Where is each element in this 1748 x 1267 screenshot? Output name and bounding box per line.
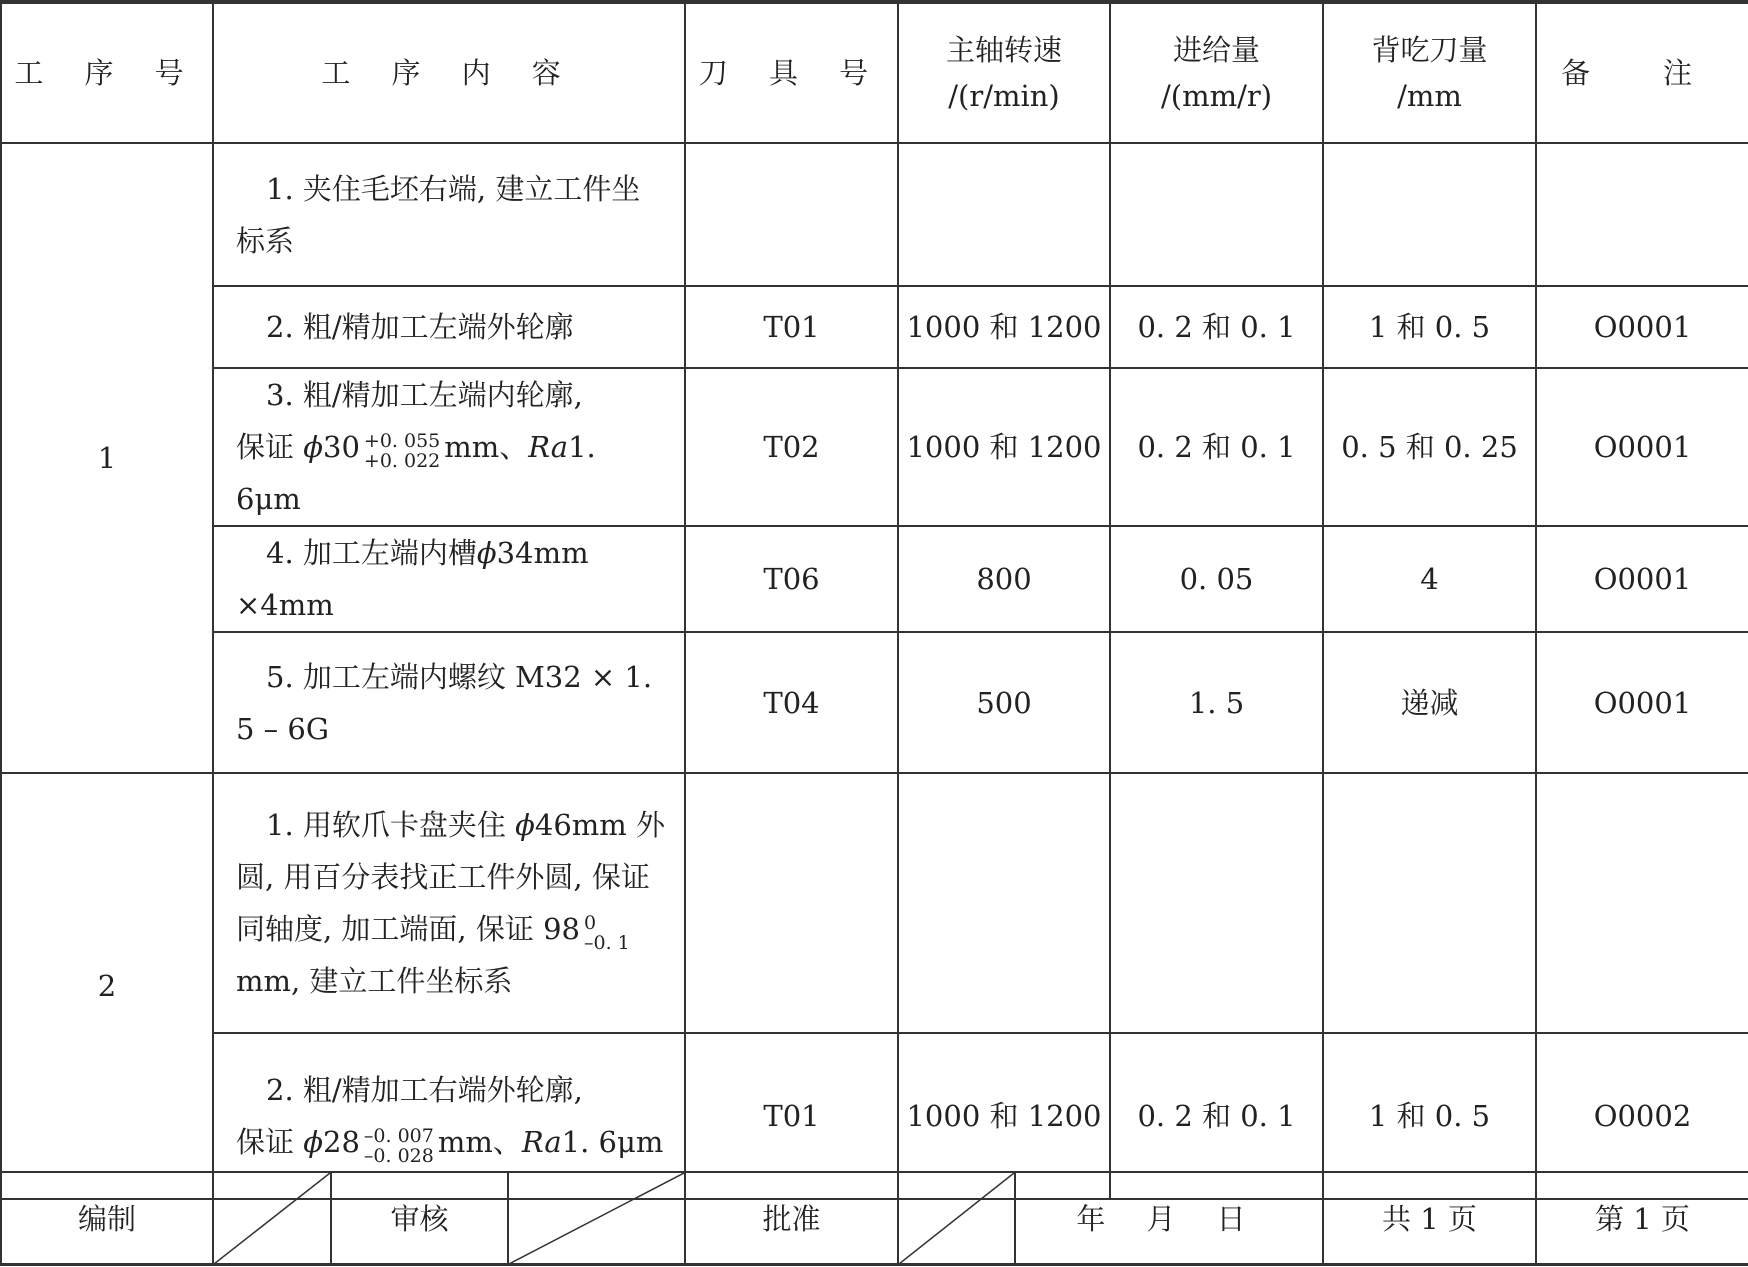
step-tool: T04 xyxy=(685,632,898,773)
header-spindle: 主轴转速 /(r/min) xyxy=(898,3,1110,143)
signoff-row xyxy=(1,1172,1748,1265)
step-tool: T01 xyxy=(685,286,898,368)
table-row xyxy=(1,773,1748,1033)
date-label: 年 月 日 xyxy=(1015,1172,1323,1265)
step-remark: O0001 xyxy=(1536,368,1748,526)
step-content: 5. 加工左端内螺纹 M32 × 1. 5 – 6G xyxy=(213,632,685,773)
step-depth: 4 xyxy=(1323,526,1536,632)
step-tool xyxy=(685,143,898,286)
table-row xyxy=(1,368,1748,526)
step-spindle: 800 xyxy=(898,526,1110,632)
process-card-table xyxy=(0,2,1748,1200)
table-row xyxy=(1,286,1748,368)
table-row xyxy=(1,526,1748,632)
step-spindle: 1000 和 1200 xyxy=(898,368,1110,526)
header-tool-no: 刀 具 号 xyxy=(685,3,898,143)
total-pages: 共 1 页 xyxy=(1323,1172,1536,1265)
table-row xyxy=(1,143,1748,286)
header-feed: 进给量 /(mm/r) xyxy=(1110,3,1323,143)
step-content: 1. 用软爪卡盘夹住 ϕ46mm 外圆, 用百分表找正工件外圆, 保证同轴度, 加工端面, 保证 98 0 –0. 1 mm, 建立工件坐标系 xyxy=(213,773,685,1033)
tolerance: 0 –0. 1 xyxy=(584,912,630,954)
step-spindle: 1000 和 1200 xyxy=(898,1033,1110,1199)
prepared-label: 编制 xyxy=(1,1172,213,1265)
step-tool: T06 xyxy=(685,526,898,632)
step-depth xyxy=(1323,773,1536,1033)
step-tool: T01 xyxy=(685,1033,898,1199)
table-row xyxy=(1,632,1748,773)
bottom-border-line xyxy=(0,1263,1748,1266)
process-number: 1 xyxy=(1,143,213,773)
header-depth: 背吃刀量 /mm xyxy=(1323,3,1536,143)
signoff-table xyxy=(0,1171,1748,1266)
header-content: 工 序 内 容 xyxy=(213,3,685,143)
step-feed: 0. 2 和 0. 1 xyxy=(1110,286,1323,368)
step-spindle xyxy=(898,143,1110,286)
step-feed: 1. 5 xyxy=(1110,632,1323,773)
step-remark xyxy=(1536,773,1748,1033)
step-feed: 0. 05 xyxy=(1110,526,1323,632)
step-content: 1. 夹住毛坯右端, 建立工件坐标系 xyxy=(213,143,685,286)
step-tool xyxy=(685,773,898,1033)
step-tool: T02 xyxy=(685,368,898,526)
step-content: 3. 粗/精加工左端内轮廓, 保证 ϕ30 +0. 055 +0. 022 mm、Ra1. 6μm xyxy=(213,368,685,526)
reviewed-slash xyxy=(508,1172,685,1265)
approved-slash xyxy=(898,1172,1015,1265)
step-content: 2. 粗/精加工右端外轮廓, 保证 ϕ28 –0. 007 –0. 028 mm、Ra1. 6μm xyxy=(213,1033,685,1199)
step-feed xyxy=(1110,143,1323,286)
header-remark: 备 注 xyxy=(1536,3,1748,143)
step-depth xyxy=(1323,143,1536,286)
tolerance: +0. 055 +0. 022 xyxy=(363,430,441,472)
header-row xyxy=(1,3,1748,143)
step-content: 4. 加工左端内槽ϕ34mm ×4mm xyxy=(213,526,685,632)
reviewed-label: 审核 xyxy=(331,1172,508,1265)
step-spindle xyxy=(898,773,1110,1033)
step-feed: 0. 2 和 0. 1 xyxy=(1110,1033,1323,1199)
process-number: 2 xyxy=(1,773,213,1199)
step-remark: O0001 xyxy=(1536,632,1748,773)
step-remark: O0001 xyxy=(1536,286,1748,368)
step-remark: O0001 xyxy=(1536,526,1748,632)
step-remark xyxy=(1536,143,1748,286)
step-depth: 递减 xyxy=(1323,632,1536,773)
step-spindle: 500 xyxy=(898,632,1110,773)
approved-label: 批准 xyxy=(685,1172,898,1265)
header-process-no: 工 序 号 xyxy=(1,3,213,143)
step-depth: 1 和 0. 5 xyxy=(1323,286,1536,368)
step-spindle: 1000 和 1200 xyxy=(898,286,1110,368)
step-feed xyxy=(1110,773,1323,1033)
tolerance: –0. 007 –0. 028 xyxy=(363,1125,434,1167)
step-depth: 1 和 0. 5 xyxy=(1323,1033,1536,1199)
step-content: 2. 粗/精加工左端外轮廓 xyxy=(213,286,685,368)
step-depth: 0. 5 和 0. 25 xyxy=(1323,368,1536,526)
prepared-slash xyxy=(213,1172,331,1265)
step-remark: O0002 xyxy=(1536,1033,1748,1199)
page-number: 第 1 页 xyxy=(1536,1172,1748,1265)
step-feed: 0. 2 和 0. 1 xyxy=(1110,368,1323,526)
